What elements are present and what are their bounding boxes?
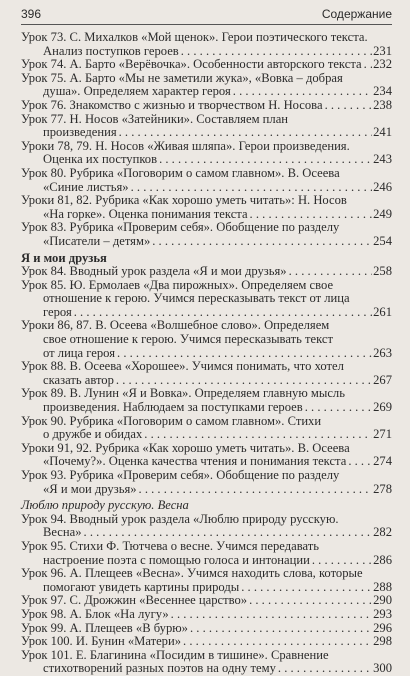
toc-entry-text: настроение поэта с помощью голоса и интонации . . . [43, 554, 310, 567]
toc-page-number: 282 [373, 526, 392, 540]
toc-entry-text: помогают увидеть картины природы . . . [43, 581, 239, 594]
toc-entry [21, 622, 392, 636]
toc-entry-text: от лица героя . . . [43, 347, 115, 360]
toc-entry-text: Урок 85. Ю. Ермолаев «Два пирожных». Определяем свое [21, 278, 334, 292]
toc-page-number: 269 [373, 401, 392, 415]
toc-entry-text: душа». Определяем характер героя . . . [43, 85, 231, 98]
toc-page-number: 238 [373, 98, 392, 112]
toc-entry-text: Урок 99. А. Плещеев «В бурю» . . . [21, 622, 188, 635]
toc-page-number: 298 [373, 635, 392, 649]
toc-entry-text: Урок 96. А. Плещеев «Весна». Учимся находить слова, которые [21, 567, 363, 581]
toc-entry-text: героя . . . [43, 306, 72, 319]
toc-entry-text: Урок 97. С. Дрожжин «Весеннее царство» . . . [21, 594, 247, 607]
toc-page-number: 290 [373, 594, 392, 608]
toc-entry-text: Уроки 78, 79. Н. Носов «Живая шляпа». Герои произведения. [21, 139, 350, 153]
toc-entry [21, 387, 392, 414]
toc-entry-text: Уроки 91, 92. Рубрика «Как хорошо уметь читать». В. Осеева [21, 441, 350, 455]
toc-entry-text: Урок 77. Н. Носов «Затейники». Составляем план [21, 112, 289, 126]
toc-entry-text: отношение к герою. Учимся пересказывать текст от лица [43, 292, 350, 306]
toc-entry [21, 167, 392, 194]
toc-entry [21, 319, 392, 360]
toc-entry-text: Урок 101. Е. Благинина «Посидим в тишине». Сравнение [21, 648, 329, 662]
toc-entry-text: Урок 75. А. Барто «Мы не заметили жука», «Вовка – добрая [21, 71, 343, 85]
toc-entry-text: «Синие листья» . . . [43, 181, 129, 194]
toc-entry-text: «Я и мои друзья» . . . [43, 483, 137, 496]
toc-entry [21, 469, 392, 496]
toc-entry-text: Урок 93. Рубрика «Проверим себя». Обобщение по разделу [21, 469, 340, 482]
toc-entry-text: Урок 94. Вводный урок раздела «Люблю природу русскую. [21, 512, 339, 526]
toc-page-number: 300 [373, 662, 392, 676]
toc-page-number: 241 [373, 126, 392, 140]
toc-page-number: 286 [373, 553, 392, 567]
toc-page-number: 278 [373, 482, 392, 496]
section-heading: Я и мои друзья [21, 250, 107, 265]
toc-entry [21, 194, 392, 221]
toc-entry [21, 221, 392, 248]
toc-entry-text: Урок 95. Стихи Ф. Тютчева о весне. Учимся передавать [21, 539, 319, 553]
toc-entry-text: Оценка их поступков . . . [43, 153, 157, 166]
toc-entry-text: свое отношение к герою. Учимся пересказывать текст [43, 333, 333, 347]
toc-entry-text: стихотворений разных поэтов на одну тему . . . [43, 662, 276, 675]
toc-page-number: 254 [373, 234, 392, 248]
toc-page-number: 293 [373, 607, 392, 621]
toc-page-number: 274 [373, 455, 392, 469]
toc-page-number: 243 [373, 153, 392, 167]
toc-entry [21, 594, 392, 608]
toc-entry [21, 265, 392, 279]
section-heading: Люблю природу русскую. Весна [21, 498, 189, 513]
toc-entry [21, 72, 392, 99]
toc-entry [21, 279, 392, 320]
toc-entry-text: «Писатели – детям» . . . [43, 235, 150, 248]
toc-page-number: 234 [373, 85, 392, 99]
toc-entry [21, 113, 392, 140]
toc-entry [21, 31, 392, 58]
page-number: 396 [21, 7, 42, 21]
toc-entry [21, 635, 392, 649]
toc-entry [21, 360, 392, 387]
toc-entry [21, 567, 392, 594]
toc-page-number: 296 [373, 621, 392, 635]
toc-entry-text: Урок 74. А. Барто «Верёвочка». Особенности авторского текста . . . [21, 58, 362, 71]
toc-entry [21, 540, 392, 567]
running-title: Содержание [321, 7, 392, 21]
toc-entry [21, 513, 392, 540]
toc-entry-text: Урок 88. В. Осеева «Хорошее». Учимся понимать, что хотел [21, 360, 344, 374]
toc-entry-text: Урок 89. В. Лунин «Я и Вовка». Определяем главную мысль [21, 387, 345, 401]
toc-entry-text: Урок 90. Рубрика «Поговорим о самом главном». Стихи [21, 414, 322, 428]
toc-entry-text: Анализ поступков героев . . . [43, 45, 179, 58]
toc-entry [21, 140, 392, 167]
toc-entry-text: сказать автор . . . [43, 374, 114, 387]
toc-entry-text: Урок 80. Рубрика «Поговорим о самом главном». В. Осеева [21, 166, 340, 180]
toc-entry-text: «На горке». Оценка понимания текста . . . [43, 208, 248, 221]
toc-entry-text: Урок 73. С. Михалков «Мой щенок». Герои поэтического текста. [21, 31, 368, 44]
toc-entry-text: Урок 83. Рубрика «Проверим себя». Обобщение по разделу [21, 221, 340, 235]
toc-entry [21, 58, 392, 72]
toc-page-number: 271 [373, 428, 392, 442]
toc-entry [21, 415, 392, 442]
table-of-contents [21, 31, 392, 676]
toc-page-number: 231 [373, 44, 392, 58]
toc-page-number: 258 [373, 265, 392, 279]
toc-entry-text: о дружбе и обидах . . . [43, 428, 142, 441]
toc-entry-text: произведения. Наблюдаем за поступками героев . . . [43, 401, 303, 414]
toc-page-number: 267 [373, 373, 392, 387]
toc-entry [21, 99, 392, 113]
toc-page-number: 263 [373, 346, 392, 360]
toc-entry-text: Урок 98. А. Блок «На лугу» . . . [21, 608, 169, 621]
page-header [21, 0, 392, 25]
toc-page-number: 246 [373, 180, 392, 194]
toc-entry [21, 608, 392, 622]
toc-entry-text: произведения . . . [43, 126, 117, 139]
toc-entry-text: Урок 100. И. Бунин «Матери» . . . [21, 635, 181, 648]
toc-entry-text: Урок 84. Вводный урок раздела «Я и мои друзья» . . . [21, 265, 287, 278]
toc-entry-text: «Почему?». Оценка качества чтения и понимания текста . . . [43, 455, 346, 468]
toc-page-number: 249 [373, 207, 392, 221]
toc-entry-text: Уроки 81, 82. Рубрика «Как хорошо уметь читать»: Н. Носов [21, 194, 347, 208]
toc-page-number: 232 [373, 58, 392, 72]
toc-page-number: 261 [373, 305, 392, 319]
toc-entry-text: Уроки 86, 87. В. Осеева «Волшебное слово». Определяем [21, 319, 330, 333]
toc-entry-text: Урок 76. Знакомство с жизнью и творчеством Н. Носова . . . [21, 99, 323, 112]
toc-entry [21, 442, 392, 469]
toc-entry-text: Весна» . . . [43, 526, 82, 539]
toc-page-number: 288 [373, 580, 392, 594]
